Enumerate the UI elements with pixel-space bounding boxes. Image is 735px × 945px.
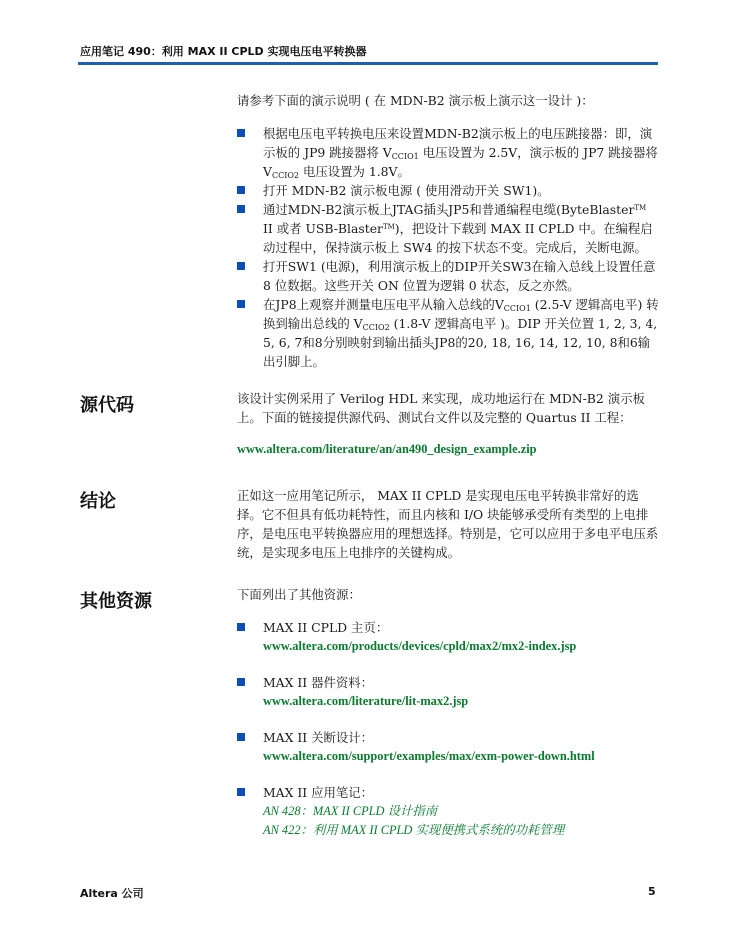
demo-steps-list: [237, 124, 659, 371]
section-title-resources: 其他资源: [80, 591, 152, 612]
list-item: MAX II 关断设计： www.altera.com/support/examples/max/exm-power-down.html: [237, 728, 659, 766]
list-item: MAX II 器件资料： www.altera.com/literature/lit-max2.jsp: [237, 673, 659, 711]
section-title-source-code: 源代码: [80, 395, 134, 416]
square-bullet-icon: [237, 788, 245, 796]
cpld-homepage-link[interactable]: www.altera.com/products/devices/cpld/max2/mx2-index.jsp: [263, 639, 577, 653]
section-title-conclusion: 结论: [80, 491, 116, 512]
list-item: MAX II CPLD 主页： www.altera.com/products/devices/cpld/max2/mx2-index.jsp: [237, 618, 659, 656]
conclusion-text: 正如这一应用笔记所示， MAX II CPLD 是实现电压电平转换非常好的选择。它不但具有低功耗特性，而且内核和 I/O 块能够承受所有类型的上电排序，是电压电平转换器应用的理想选择。特别是，它可以应用于多电平电压系统，是实现多电压上电排序的关键构成。: [237, 488, 659, 560]
square-bullet-icon: [237, 186, 245, 194]
list-item: 在JP8上观察并测量电压电平从输入总线的$V_{CCIO1}$ (2.5-V 逻辑高电平) 转换到输出总线的 $V_{CCIO2}$ (1.8-V 逻辑高电平 )。DIP 开关位置 1, 2, 3, 4, 5, 6, 7和8分别映射到输出插头JP8的20, 18, 16, 14, 12, 10, 8和6输出引脚上。: [237, 295, 659, 371]
intro-text: 请参考下面的演示说明 ( 在 MDN-B2 演示板上演示这一设计 )：: [237, 93, 594, 108]
resources-list: [237, 618, 659, 857]
square-bullet-icon: [237, 129, 245, 137]
device-literature-link[interactable]: www.altera.com/literature/lit-max2.jsp: [263, 694, 469, 708]
page-number: 5: [648, 885, 656, 898]
resources-intro: 下面列出了其他资源：: [237, 587, 361, 602]
list-item: 打开SW1 (电源)，利用演示板上的DIP开关SW3在输入总线上设置任意 8 位数据。这些开关 ON 位置为逻辑 0 状态，反之亦然。: [237, 257, 659, 295]
list-item: 打开 MDN-B2 演示板电源 ( 使用滑动开关 SW1)。: [237, 181, 659, 200]
square-bullet-icon: [237, 623, 245, 631]
square-bullet-icon: [237, 733, 245, 741]
list-item: 根据电压电平转换电压来设置MDN-B2演示板上的电压跳接器：即，演示板的 JP9 跳接器将 $V_{CCIO1}$ 电压设置为 2.5V，演示板的 JP7 跳接器将 $V_{CCIO2}$ 电压设置为 1.8V。: [237, 124, 659, 181]
an428-link[interactable]: AN 428：MAX II CPLD 设计指南: [263, 804, 438, 818]
design-example-link[interactable]: www.altera.com/literature/an/an490_design_example.zip: [237, 442, 537, 456]
square-bullet-icon: [237, 300, 245, 308]
square-bullet-icon: [237, 262, 245, 270]
square-bullet-icon: [237, 678, 245, 686]
header-title: 应用笔记 490：利用 MAX II CPLD 实现电压电平转换器: [80, 45, 367, 58]
square-bullet-icon: [237, 205, 245, 213]
list-item: MAX II 应用笔记： AN 428：MAX II CPLD 设计指南 AN 422：利用 MAX II CPLD 实现便携式系统的功耗管理: [237, 783, 659, 840]
footer-company: Altera 公司: [80, 887, 144, 900]
source-code-text: 该设计实例采用了 Verilog HDL 来实现，成功地运行在 MDN-B2 演示板上。下面的链接提供源代码、测试台文件以及完整的 Quartus II 工程：: [237, 391, 645, 425]
an422-link[interactable]: AN 422：利用 MAX II CPLD 实现便携式系统的功耗管理: [263, 823, 565, 837]
header-rule: [78, 62, 658, 65]
power-down-link[interactable]: www.altera.com/support/examples/max/exm-power-down.html: [263, 749, 595, 763]
list-item: 通过MDN-B2演示板上JTAG插头JP5和普通编程电缆(ByteBlaster™ II 或者 USB-Blaster™)，把设计下载到 MAX II CPLD 中。在编程启动过程中，保持演示板上 SW4 的按下状态不变。完成后，关断电源。: [237, 200, 659, 257]
